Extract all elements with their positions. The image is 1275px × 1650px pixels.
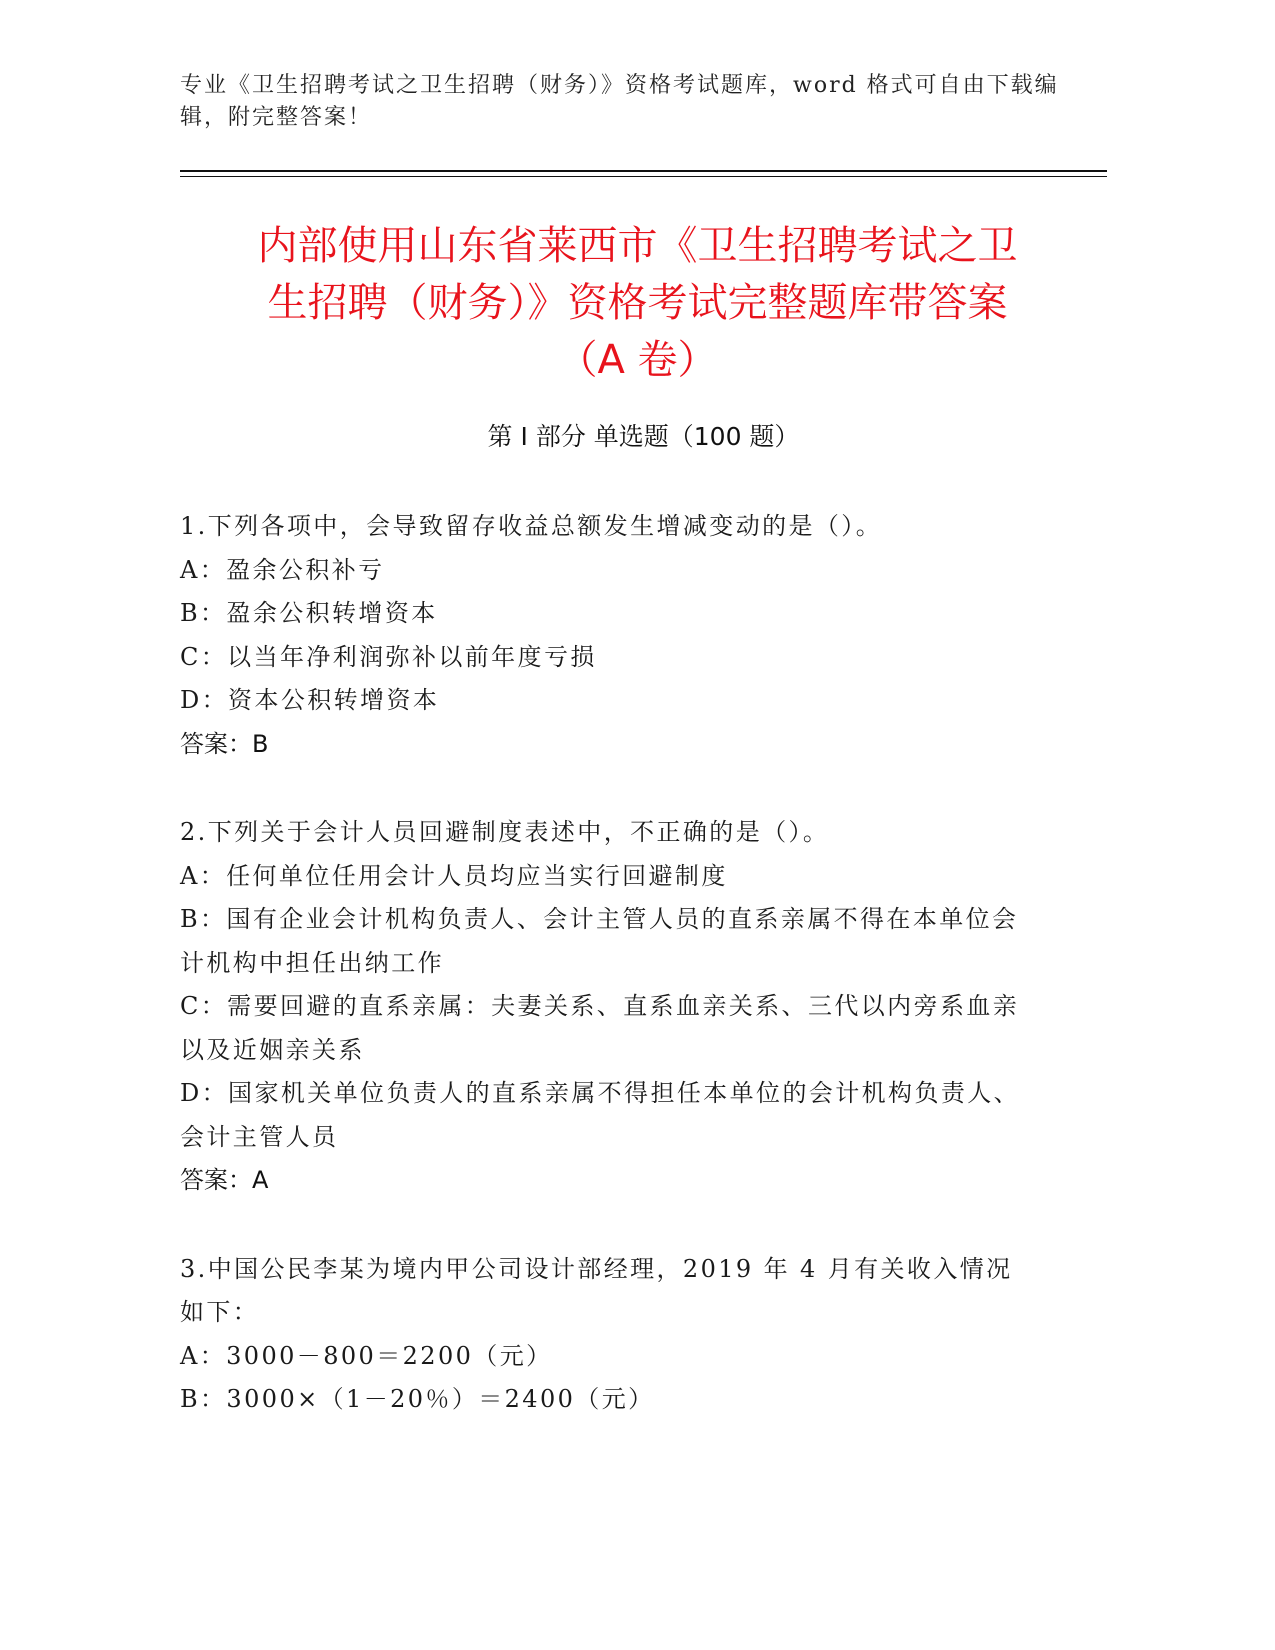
option-a: A：3000－800＝2200（元） [180,1341,553,1370]
answer-line: 答案：B [180,729,269,758]
answer-line: 答案：A [180,1166,269,1194]
question-list [180,505,1030,1467]
document-title-line-2: 生招聘（财务）》资格考试完整题库带答案 [267,280,1008,326]
header-rule-thick [180,170,1107,172]
option-c: C：需要回避的直系亲属：夫妻关系、直系血亲关系、三代以内旁系血亲以及近姻亲关系 [180,992,1020,1064]
question-3 [180,1248,1030,1422]
option-c: C：以当年净利润弥补以前年度亏损 [180,642,597,671]
question-stem: 2.下列关于会计人员回避制度表述中，不正确的是（）。 [180,818,830,846]
question-stem: 3.中国公民李某为境内甲公司设计部经理，2019 年 4 月有关收入情况如下： [180,1254,1013,1326]
question-2 [180,811,1030,1203]
option-a: A：盈余公积补亏 [180,555,385,584]
document-title-line-3: （A 卷） [557,337,718,383]
header-rule-thin [180,176,1107,177]
header-note: 专业《卫生招聘考试之卫生招聘（财务）》资格考试题库，word 格式可自由下载编辑，附完整答案！ [180,73,1059,130]
option-b: B：盈余公积转增资本 [180,599,438,627]
document-title-line-1: 内部使用山东省莱西市《卫生招聘考试之卫 [257,223,1018,269]
section-heading: 第 I 部分 单选题（100 题） [487,422,800,451]
option-a: A：任何单位任用会计人员均应当实行回避制度 [180,861,728,890]
document-title [160,218,1115,389]
question-stem: 1.下列各项中，会导致留存收益总额发生增减变动的是（）。 [180,512,883,540]
option-b: B：国有企业会计机构负责人、会计主管人员的直系亲属不得在本单位会计机构中担任出纳工作 [180,905,1019,977]
option-d: D：资本公积转增资本 [180,686,440,714]
option-d: D：国家机关单位负责人的直系亲属不得担任本单位的会计机构负责人、会计主管人员 [180,1079,1021,1151]
option-b: B：3000×（1－20％）＝2400（元） [180,1385,655,1413]
question-1 [180,505,1030,766]
